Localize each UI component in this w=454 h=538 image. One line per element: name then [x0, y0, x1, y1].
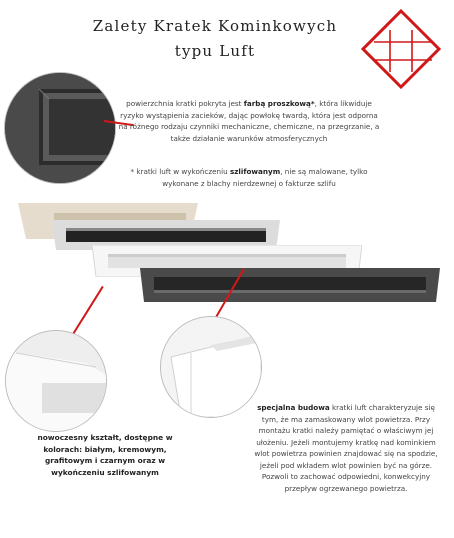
paint-description: powierzchnia kratki pokryta jest farbą proszkową*, która likwiduje ryzyko wystąpienia zacieków, dając powłokę twardą, która jest odporna na różnego rodzaju czynniki mechaniczne, chemiczne, na przegrzanie, a także działanie warunków atmosferycznych: [118, 99, 380, 143]
polished-note: * kratki luft w wykończeniu szlifowanym, nie są malowane, tylko wykonane z blachy nierdzewnej o fakturze szlifu: [130, 167, 368, 188]
grille-profile-detail-image: [160, 316, 262, 418]
connector-line: [69, 286, 104, 340]
grid-diamond-logo-icon: [360, 8, 442, 90]
grille-corner-detail-image: [4, 72, 116, 184]
grille-graphite-image: [140, 268, 440, 302]
title-line-1: Zalety Kratek Kominkowych: [92, 17, 338, 35]
colors-description: nowoczesny kształt, dostępne w kolorach: białym, kremowym, grafitowym i czarnym oraz w wykończeniu szlifowanym: [37, 433, 173, 477]
title-line-2: typu Luft: [174, 42, 256, 60]
grille-white-detail-image: [5, 330, 107, 432]
construction-description: specjalna budowa kratki luft charakteryzuje się tym, że ma zamaskowany wlot powietrza. Przy montażu kratki należy pamiętać o właściwym jej ułożeniu. Jeżeli montujemy kratkę nad kominkiem wlot powietrza powinien znajdować się na spodzie, jeżeli pod wkładem wlot powinien być na górze. Pozwoli to zachować odpowiedni, konwekcyjny przepływ ogrzewanego powietrza.: [254, 403, 438, 493]
page-title: [40, 14, 390, 64]
